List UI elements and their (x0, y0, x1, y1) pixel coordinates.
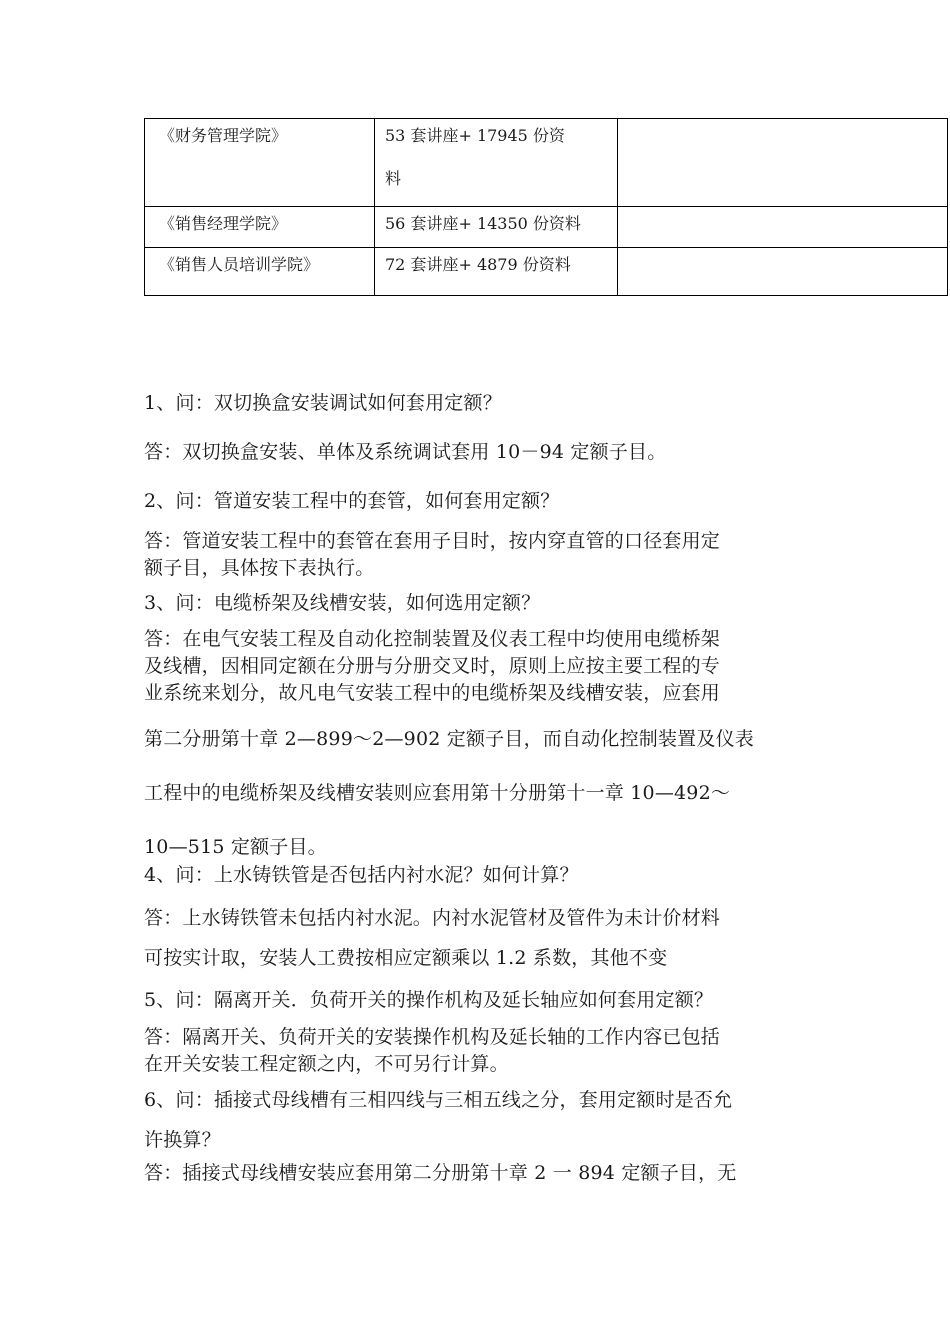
course-name: 《销售人员培训学院》 (159, 255, 320, 274)
course-content-cell (375, 207, 618, 248)
answer-text: 业系统来划分，故凡电气安装工程中的电缆桥架及线槽安装，应套用 (144, 682, 721, 704)
course-content-line: 53 套讲座+ 17945 份资 (385, 126, 565, 145)
answer-text: 额子目，具体按下表执行。 (144, 557, 375, 579)
table-row (145, 207, 948, 248)
course-note-cell (618, 119, 948, 207)
answer-text: 答：在电气安装工程及自动化控制装置及仪表工程中均使用电缆桥架 (144, 628, 721, 650)
question-text: 5、问：隔离开关．负荷开关的操作机构及延长轴应如何套用定额？ (144, 989, 714, 1011)
answer-text: 10—515 定额子目。 (144, 836, 327, 858)
qa-question-6 (144, 1080, 808, 1160)
answer-text: 答：隔离开关、负荷开关的安装操作机构及延长轴的工作内容已包括 (144, 1026, 721, 1048)
course-name-cell (145, 248, 375, 296)
question-text: 1、问：双切换盒安装调试如何套用定额？ (144, 392, 502, 414)
answer-text: 在开关安装工程定额之内，不可另行计算。 (144, 1053, 509, 1075)
course-content: 72 套讲座+ 4879 份资料 (385, 255, 571, 274)
course-note-cell (618, 207, 948, 248)
qa-answer-1 (144, 439, 808, 466)
answer-text: 答：管道安装工程中的套管在套用子目时，按内穿直管的口径套用定 (144, 530, 721, 552)
course-content-cell (375, 119, 618, 207)
qa-answer-2 (144, 528, 808, 582)
course-content-cell (375, 248, 618, 296)
question-text: 许换算？ (144, 1129, 221, 1151)
answer-text: 及线槽，因相同定额在分册与分册交叉时，原则上应按主要工程的专 (144, 655, 721, 677)
answer-text: 答：双切换盒安装、单体及系统调试套用 10－94 定额子目。 (144, 441, 667, 463)
table-row (145, 248, 948, 296)
qa-answer-6 (144, 1160, 808, 1187)
qa-question-3 (144, 590, 808, 617)
qa-answer-5 (144, 1024, 808, 1078)
question-text: 4、问：上水铸铁管是否包括内衬水泥？如何计算？ (144, 864, 579, 886)
answer-text: 第二分册第十章 2—899～2—902 定额子目，而自动化控制装置及仪表 (144, 728, 754, 750)
qa-question-4 (144, 862, 808, 889)
question-text: 3、问：电缆桥架及线槽安装，如何选用定额？ (144, 592, 541, 614)
course-name: 《财务管理学院》 (159, 126, 288, 145)
question-text: 6、问：插接式母线槽有三相四线与三相五线之分，套用定额时是否允 (144, 1089, 733, 1111)
qa-question-1 (144, 390, 808, 417)
answer-text: 工程中的电缆桥架及线槽安装则应套用第十分册第十一章 10—492～ (144, 782, 731, 804)
qa-answer-3-cont (144, 712, 808, 874)
qa-answer-4 (144, 898, 808, 978)
course-content-line: 料 (385, 169, 402, 188)
qa-question-5 (144, 987, 808, 1014)
question-text: 2、问：管道安装工程中的套管，如何套用定额？ (144, 490, 560, 512)
answer-text: 答：插接式母线槽安装应套用第二分册第十章 2 一 894 定额子目，无 (144, 1162, 737, 1184)
table-row (145, 119, 948, 207)
qa-answer-3 (144, 626, 808, 707)
qa-question-2 (144, 488, 808, 515)
catalog-table (144, 118, 948, 296)
course-content: 56 套讲座+ 14350 份资料 (385, 214, 581, 233)
course-name-cell (145, 119, 375, 207)
answer-text: 答：上水铸铁管未包括内衬水泥。内衬水泥管材及管件为未计价材料 (144, 907, 721, 929)
course-name-cell (145, 207, 375, 248)
answer-text: 可按实计取，安装人工费按相应定额乘以 1.2 系数，其他不变 (144, 947, 668, 969)
course-name: 《销售经理学院》 (159, 214, 288, 233)
course-note-cell (618, 248, 948, 296)
